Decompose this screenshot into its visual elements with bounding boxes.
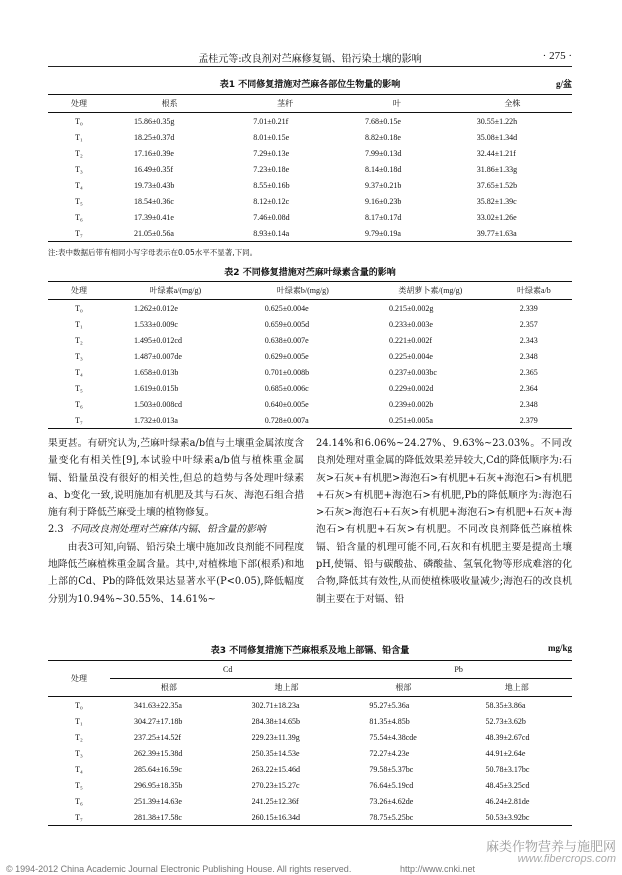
table3-cell: T₂ [75, 732, 83, 742]
paragraph: 果更甚。有研究认为,苎麻叶绿素a/b值与土壤重金属浓度含量变化有相关性[9],本试验中叶绿素a/b值与植株重金属镉、铅量虽没有很好的相关性,但总的趋势与各处理叶绿素a、b变化一致,说明施加有机肥及其与石灰、海泡石组合措施有利于降低苎麻受土壤的植物修复。 [48, 438, 304, 519]
table1-cell: T₆ [75, 212, 83, 222]
table-note: 注:表中数据后带有相同小写字母表示在0.05水平不显著,下同。 [48, 248, 258, 257]
table3-cell: 78.75±5.25bc [369, 812, 414, 822]
table1-cell: 8.14±0.18d [364, 164, 402, 174]
table1-caption-text: 表1 不同修复措施对苎麻各部位生物量的影响 [219, 80, 401, 90]
table3-cell: 237.25±14.52f [134, 732, 182, 742]
table1-cell: 9.37±0.21b [364, 180, 402, 190]
table3-cell: T₄ [75, 764, 83, 774]
table3-cell: 95.27±5.36a [369, 700, 410, 710]
table2-cell: 0.221±0.002f [388, 335, 433, 345]
table1-header: 全株 [453, 95, 572, 113]
table1-cell: 37.65±1.52b [476, 180, 518, 190]
table2-cell: 0.625±0.004e [264, 303, 309, 313]
table2-row [48, 348, 572, 364]
table3-cell: T₅ [75, 780, 83, 790]
table2-cell: 2.348 [519, 351, 538, 361]
table3-cell: 48.39±2.67cd [485, 732, 530, 742]
table1-cell: 18.54±0.36c [134, 196, 174, 206]
table3-cell: 304.27±17.18b [134, 716, 183, 726]
table3-row [48, 793, 572, 809]
table2-cell: 0.638±0.007e [264, 335, 309, 345]
table2-row [48, 412, 572, 429]
table1-cell: 7.46±0.08d [253, 212, 290, 222]
table1-cell: T₃ [75, 164, 83, 174]
table1-cell: 19.73±0.43b [134, 180, 175, 190]
table2-cell: T₄ [75, 367, 83, 377]
table3-caption-text: 表3 不同修复措施下苎麻根系及地上部镉、铅含量 [210, 646, 410, 656]
table1-row [48, 161, 572, 177]
table1-caption [48, 77, 572, 90]
table1-cell: 9.16±0.23b [364, 196, 402, 206]
section-heading [48, 521, 304, 538]
table3-cell: 341.63±22.35a [134, 700, 182, 710]
table3-row [48, 729, 572, 745]
table3-subheader: 根部 [345, 679, 461, 697]
watermark: 麻类作物营养与施肥网 [485, 840, 616, 855]
table2-row [48, 332, 572, 348]
table3-cell: 48.45±3.25cd [485, 780, 530, 790]
table1-row [48, 209, 572, 225]
table3-cell: 75.54±4.38cde [369, 732, 417, 742]
table2 [48, 281, 572, 429]
table1-cell: 8.55±0.16b [253, 180, 290, 190]
table2-row [48, 380, 572, 396]
table3-cell: 263.22±15.46d [251, 764, 301, 774]
table2-cell: 0.685±0.006c [264, 383, 309, 393]
table1-cell: 9.79±0.19a [364, 228, 401, 238]
copyright: © 1994-2012 China Academic Journal Electronic Publishing House. All rights reserved. [6, 864, 352, 874]
page-number: · 275 · [542, 50, 572, 62]
table3 [48, 660, 572, 826]
table2-header: 处理 [48, 282, 110, 300]
table2-cell: 2.339 [519, 303, 538, 313]
table2-cell: T₃ [75, 351, 83, 361]
table1 [48, 94, 572, 242]
table2-cell: 0.237±0.003bc [388, 367, 437, 377]
table3-cell: 250.35±14.53e [251, 748, 300, 758]
table2-cell: T₅ [75, 383, 83, 393]
table3-cell: 50.78±3.17bc [485, 764, 530, 774]
section-number: 2.3 [48, 524, 64, 536]
table2-cell: 0.239±0.002b [388, 399, 434, 409]
table1-row [48, 193, 572, 209]
table3-cell: 251.39±14.63e [134, 796, 182, 806]
table1-cell: 7.23±0.18e [253, 164, 290, 174]
table2-header: 类胡萝卜素/(mg/g) [365, 282, 496, 300]
table3-cell: 72.27±4.23e [369, 748, 410, 758]
table3-cell: 73.26±4.62de [369, 796, 414, 806]
table2-cell: T₀ [75, 303, 83, 313]
table1-header: 处理 [48, 95, 110, 113]
table3-row [48, 713, 572, 729]
table1-row [48, 129, 572, 145]
table3-cell: 76.64±5.19cd [369, 780, 414, 790]
table2-cell: 0.728±0.007a [264, 415, 309, 425]
table1-row [48, 225, 572, 242]
table2-cell: 1.262±0.012e [134, 303, 178, 313]
table1-unit: g/盆 [555, 79, 572, 89]
table1-cell: T₄ [75, 180, 83, 190]
table3-cell: 241.25±12.36f [251, 796, 299, 806]
table3-row [48, 809, 572, 826]
table3-row [48, 745, 572, 761]
table3-cell: T₃ [75, 748, 83, 758]
table1-cell: 17.16±0.39e [134, 148, 174, 158]
header-rule [48, 66, 572, 67]
table3-cell: 44.91±2.64e [485, 748, 526, 758]
table3-subheader: 根部 [110, 679, 228, 697]
table1-cell: 31.86±1.33g [476, 164, 518, 174]
table3-cell: T₁ [75, 716, 83, 726]
table2-cell: 0.659±0.005d [264, 319, 310, 329]
table3-row [48, 697, 572, 714]
header-title: 孟桂元等:改良剂对苎麻修复镉、铅污染土壤的影响 [198, 54, 422, 65]
table3-cell: 46.24±2.81de [485, 796, 530, 806]
table2-row [48, 396, 572, 412]
table2-cell: 0.629±0.005e [264, 351, 309, 361]
table1-cell: T₇ [75, 228, 83, 238]
table1-cell: 8.12±0.12c [253, 196, 290, 206]
table1-cell: T₂ [75, 148, 83, 158]
table2-cell: 1.495±0.012cd [134, 335, 182, 345]
table1-cell: 7.99±0.13d [364, 148, 402, 158]
watermark-url: www.fibercrops.com [517, 853, 616, 865]
table1-cell: T₀ [75, 116, 83, 126]
table1-header: 茎秆 [229, 95, 341, 113]
table3-caption [48, 643, 572, 656]
table1-cell: 15.86±0.35g [134, 116, 175, 126]
table2-row [48, 316, 572, 332]
table1-cell: 7.29±0.13e [253, 148, 290, 158]
table3-row [48, 761, 572, 777]
section-title: 不同改良剂处理对苎麻体内镉、铅含量的影响 [69, 524, 266, 536]
table1-row [48, 145, 572, 161]
table1-cell: 21.05±0.56a [134, 228, 174, 238]
table3-row [48, 777, 572, 793]
table2-cell: 2.348 [519, 399, 538, 409]
table1-cell: 35.08±1.34d [476, 132, 518, 142]
table2-cell: 1.619±0.015b [134, 383, 179, 393]
table2-cell: 0.215±0.002g [388, 303, 434, 313]
table3-cell: 262.39±15.38d [134, 748, 183, 758]
table2-cell: 2.343 [519, 335, 538, 345]
table2-cell: T₆ [75, 399, 83, 409]
table2-cell: T₇ [75, 415, 83, 425]
table3-subheader: 地上部 [462, 679, 572, 697]
table1-cell: 8.17±0.17d [364, 212, 402, 222]
table1-cell: 18.25±0.37d [134, 132, 175, 142]
table2-cell: 0.233±0.003e [388, 319, 433, 329]
left-column [48, 435, 304, 608]
table3-cell: 81.35±4.85b [369, 716, 410, 726]
table3-cell: 50.53±3.92bc [485, 812, 530, 822]
table2-row [48, 364, 572, 380]
table3-cell: T₀ [75, 700, 83, 710]
table2-header: 叶绿素a/(mg/g) [110, 282, 241, 300]
table2-cell: 1.487±0.007de [134, 351, 182, 361]
table2-cell: 0.251±0.005a [388, 415, 433, 425]
table3-group-cd: Cd [110, 661, 345, 679]
table3-cell: 270.23±15.27c [251, 780, 300, 790]
table2-cell: 2.364 [519, 383, 538, 393]
paragraph: 由表3可知,向镉、铅污染土壤中施加改良剂能不同程度地降低苎麻植株重金属含量。其中,对植株地下部(根系)和地上部的Cd、Pb的降低效果达显著水平(P<0.05),降低幅度分别为10.94%~30.55%、14.61%~ [48, 541, 304, 605]
table1-cell: 7.01±0.21f [253, 116, 289, 126]
table1-header: 根系 [110, 95, 229, 113]
table3-cell: 302.71±18.23a [251, 700, 300, 710]
table2-header: 叶绿素b/(mg/g) [241, 282, 365, 300]
table1-cell: 33.02±1.26e [476, 212, 517, 222]
table1-cell: 8.01±0.15e [253, 132, 290, 142]
table3-unit: mg/kg [547, 643, 572, 653]
table2-header: 叶绿素a/b [496, 282, 572, 300]
table1-cell: 7.68±0.15e [364, 116, 401, 126]
paragraph: 24.14%和6.06%~24.27%、9.63%~23.03%。不同改良剂处理对重金属的降低效果差异较大,Cd的降低顺序为:石灰>石灰+有机肥>海泡石>有机肥+石灰+海泡石>有机肥+石灰>有机肥+海泡石>有机肥,Pb的降低顺序为:海泡石>石灰>海泡石+石灰>有机肥+海泡石>有机肥+石灰+海泡石>有机肥+石灰>有机肥。不同改良剂降低苎麻植株镉、铅含量的机理可能不同,石灰和有机肥主要是提高土壤pH,使镉、铅与碳酸盐、磷酸盐、氢氧化物等形成难溶的化合物,降低其有效性,从而使植株吸收量减少;海泡石的改良机制主要在于对镉、铅 [316, 438, 572, 605]
table3-cell: 281.38±17.58c [134, 812, 182, 822]
table3-cell: 284.38±14.65b [251, 716, 301, 726]
table2-cell: 0.229±0.002d [388, 383, 434, 393]
table3-cell: 296.95±18.35b [134, 780, 183, 790]
table2-cell: 0.225±0.004e [388, 351, 433, 361]
table3-cell: 52.73±3.62b [485, 716, 526, 726]
table1-cell: 8.93±0.14a [253, 228, 290, 238]
table2-row [48, 300, 572, 317]
table3-cell: 79.58±5.37bc [369, 764, 414, 774]
table2-cell: 1.658±0.013b [134, 367, 179, 377]
table3-cell: 58.35±3.86a [485, 700, 526, 710]
table3-cell: 229.23±11.39g [251, 732, 300, 742]
table3-subheader: 地上部 [228, 679, 346, 697]
table1-cell: 16.49±0.35f [134, 164, 174, 174]
right-column [316, 435, 572, 608]
table3-header: 处理 [48, 661, 110, 697]
table1-cell: 39.77±1.63a [476, 228, 517, 238]
running-header [48, 50, 572, 64]
table3-cell: 285.64±16.59c [134, 764, 182, 774]
table3-group-pb: Pb [345, 661, 572, 679]
table1-header: 叶 [341, 95, 453, 113]
table2-cell: T₁ [75, 319, 83, 329]
table1-cell: 32.44±1.21f [476, 148, 516, 158]
table2-cell: 2.379 [519, 415, 538, 425]
table1-cell: 8.82±0.18e [364, 132, 401, 142]
table1-cell: 35.82±1.39c [476, 196, 517, 206]
table1-row [48, 177, 572, 193]
table2-cell: 1.503±0.008cd [134, 399, 182, 409]
table2-cell: 1.732±0.013a [134, 415, 178, 425]
table3-cell: 260.15±16.34d [251, 812, 301, 822]
footer-url: http://www.cnki.net [400, 864, 476, 874]
table2-cell: T₂ [75, 335, 83, 345]
table2-cell: 0.701±0.008b [264, 367, 310, 377]
table3-cell: T₇ [75, 812, 83, 822]
table2-caption: 表2 不同修复措施对苎麻叶绿素含量的影响 [224, 268, 396, 278]
table2-cell: 2.357 [519, 319, 538, 329]
table1-cell: T₁ [75, 132, 83, 142]
table1-cell: 30.55±1.22h [476, 116, 518, 126]
table1-cell: T₅ [75, 196, 83, 206]
table3-cell: T₆ [75, 796, 83, 806]
table2-cell: 0.640±0.005e [264, 399, 309, 409]
table2-cell: 2.365 [519, 367, 538, 377]
table1-row [48, 113, 572, 130]
table2-cell: 1.533±0.009c [134, 319, 178, 329]
table1-cell: 17.39±0.41e [134, 212, 174, 222]
